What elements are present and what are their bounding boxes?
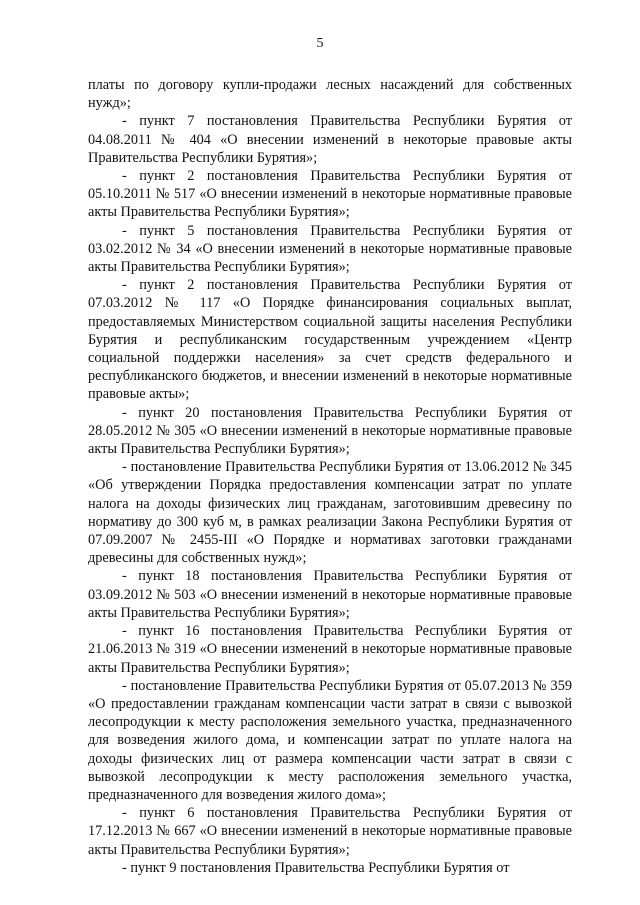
list-item: - пункт 7 постановления Правительства Республики Бурятия от 04.08.2011 № 404 «О внесении изменений в некоторые правовые акты Правительства Республики Бурятия»; (88, 113, 572, 166)
list-item: - пункт 2 постановления Правительства Республики Бурятия от 07.03.2012 № 117 «О Порядке финансирования социальных выплат, предоставляемых Министерством социальной защиты населения Республики Бурятия и республиканским государственным учреждением «Центр социальной поддержки населения» за счет средств федерального и республиканского бюджетов, и внесении изменений в некоторые нормативные правовые акты»; (88, 277, 572, 403)
list-item: - пункт 2 постановления Правительства Республики Бурятия от 05.10.2011 № 517 «О внесении изменений в некоторые нормативные правовые акты Правительства Республики Бурятия»; (88, 168, 572, 221)
list-item: - пункт 16 постановления Правительства Республики Бурятия от 21.06.2013 № 319 «О внесении изменений в некоторые нормативные правовые акты Правительства Республики Бурятия»; (88, 623, 572, 676)
paragraph-continuation: платы по договору купли-продажи лесных насаждений для собственных нужд»; (88, 77, 572, 112)
list-item: - постановление Правительства Республики Бурятия от 13.06.2012 № 345 «Об утверждении Порядка предоставления компенсации затрат по уплате налога на доходы физических лиц гражданам, заготовившим древесину по нормативу до 300 куб м, в рамках реализации Закона Республики Бурятия от 07.09.2007 № 2455-III «О Порядке и нормативах заготовки гражданами древесины для собственных нужд»; (88, 459, 572, 567)
list-item-truncated: - пункт 9 постановления Правительства Республики Бурятия от (122, 859, 510, 876)
list-item: - пункт 5 постановления Правительства Республики Бурятия от 03.02.2012 № 34 «О внесении изменений в некоторые нормативные правовые акты Правительства Республики Бурятия»; (88, 222, 572, 276)
document-body (88, 76, 572, 877)
list-item: - пункт 20 постановления Правительства Республики Бурятия от 28.05.2012 № 305 «О внесении изменений в некоторые нормативные правовые акты Правительства Республики Бурятия»; (88, 404, 572, 458)
list-item: - постановление Правительства Республики Бурятия от 05.07.2013 № 359 «О предоставлении гражданам компенсации части затрат в связи с вывозкой лесопродукции к месту расположения земельного участка, предназначенного для возведения жилого дома, и компенсации затрат по уплате налога на доходы физических лиц от размера компенсации части затрат в связи с вывозкой лесопродукции к месту расположения земельного участка, предназначенного для возведения жилого дома»; (88, 677, 572, 803)
list-item: - пункт 18 постановления Правительства Республики Бурятия от 03.09.2012 № 503 «О внесении изменений в некоторые нормативные правовые акты Правительства Республики Бурятия»; (88, 568, 572, 621)
list-item: - пункт 6 постановления Правительства Республики Бурятия от 17.12.2013 № 667 «О внесении изменений в некоторые нормативные правовые акты Правительства Республики Бурятия»; (88, 805, 572, 858)
page-number: 5 (316, 36, 324, 51)
